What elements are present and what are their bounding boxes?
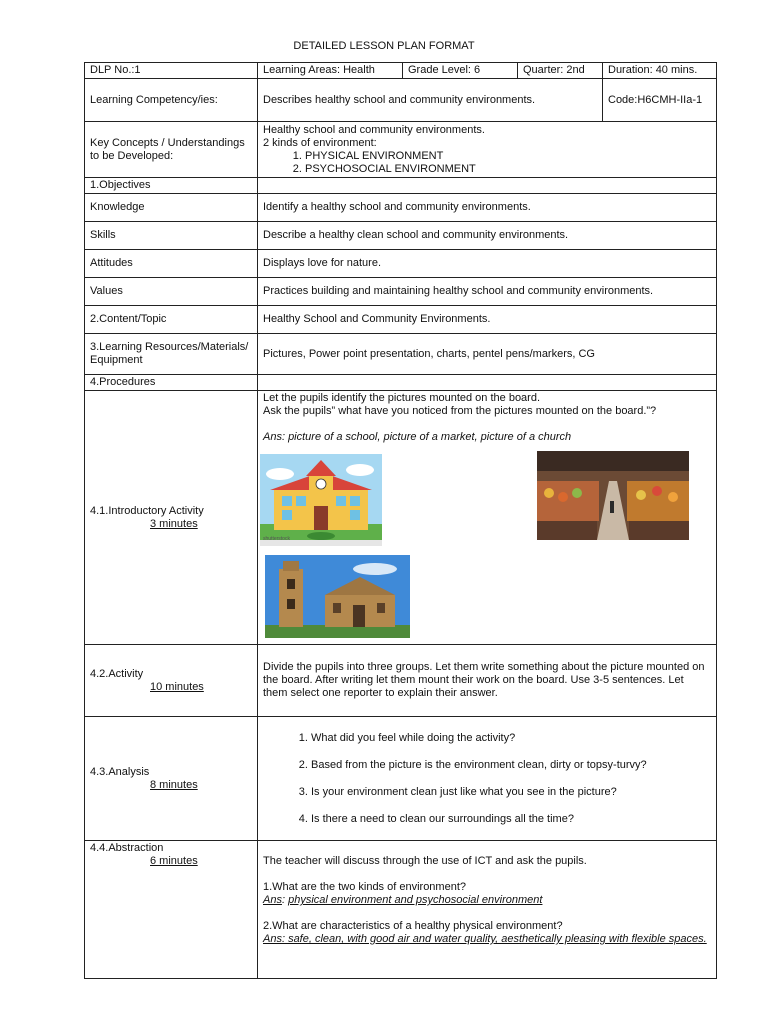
concepts-cell [258,122,717,178]
quarter: Quarter: 2nd [518,63,603,79]
analysis-question: 4. Is there a need to clean our surroundings all the time? [311,813,711,826]
knowledge-text: Identify a healthy school and community environments. [258,194,717,222]
concepts-line1: Healthy school and community environments. [263,123,485,136]
analysis-content [258,717,717,841]
abstraction-a2: Ans: safe, clean, with good air and water quality, aesthetically pleasing with flexible spaces. [263,933,707,945]
dlp-number: DLP No.:1 [85,63,258,79]
competency-text: Describes healthy school and community environments. [258,79,603,122]
analysis-question: 1. What did you feel while doing the activity? [311,732,711,745]
competency-code: Code:H6CMH-IIa-1 [603,79,717,122]
concepts-line2: 2 kinds of environment: [263,136,377,149]
attitudes-label: Attitudes [85,250,258,278]
abstraction-a1-text: physical environment and psychosocial environment [288,894,543,906]
abstraction-q1: 1.What are the two kinds of environment? [263,881,466,893]
intro-line2: Ask the pupils” what have you noticed from the pictures mounted on the board.”? [263,405,657,417]
activity-time: 10 minutes [150,680,204,693]
resources-text: Pictures, Power point presentation, charts, pentel pens/markers, CG [258,334,717,375]
competency-row [85,79,717,122]
lesson-plan-table [84,62,717,979]
market-picture [537,451,689,540]
procedures-label: 4.Procedures [85,375,258,391]
concept-item: 1. PHYSICAL ENVIRONMENT [305,150,711,163]
learning-area: Learning Areas: Health [258,63,403,79]
concept-item: 2. PSYCHOSOCIAL ENVIRONMENT [305,163,711,176]
abstraction-a1: Ans: physical environment and psychosocial environment [263,894,543,906]
concepts-label: Key Concepts / Understandings to be Developed: [85,122,258,178]
activity-text: Divide the pupils into three groups. Let them write something about the picture mounted on the board. After writing let them mount their work on the board. Use 3-5 sentences. Let them select one reporter to explain their answer. [258,645,717,717]
content-label: 2.Content/Topic [85,306,258,334]
content-text: Healthy School and Community Environments. [258,306,717,334]
procedures-blank [258,375,717,391]
knowledge-row [85,194,717,222]
abstraction-time: 6 minutes [150,855,198,867]
church-illustration [265,555,410,638]
values-text: Practices building and maintaining healthy school and community environments. [258,278,717,306]
activity-label-cell [85,645,258,717]
duration: Duration: 40 mins. [603,63,717,79]
skills-text: Describe a healthy clean school and community environments. [258,222,717,250]
abstraction-label-cell [85,841,258,979]
abstraction-content [258,841,717,979]
intro-line1: Let the pupils identify the pictures mounted on the board. [263,392,541,404]
content-row [85,306,717,334]
resources-label: 3.Learning Resources/Materials/Equipment [85,334,258,375]
abstraction-line1: The teacher will discuss through the use of ICT and ask the pupils. [263,855,587,867]
objectives-header-row [85,178,717,194]
intro-content [258,391,717,645]
concepts-list [263,150,711,176]
abstraction-q2: 2.What are characteristics of a healthy physical environment? [263,920,563,932]
intro-pictures [263,451,711,641]
knowledge-label: Knowledge [85,194,258,222]
analysis-question: 2. Based from the picture is the environment clean, dirty or topsy-turvy? [311,759,711,772]
abstraction-a1-prefix: Ans [263,894,282,906]
market-illustration [537,451,689,540]
school-picture [260,454,382,546]
analysis-label: 4.3.Analysis [90,765,150,778]
skills-label: Skills [85,222,258,250]
analysis-label-cell [85,717,258,841]
intro-answer: Ans: picture of a school, picture of a market, picture of a church [263,431,572,443]
document-title: DETAILED LESSON PLAN FORMAT [293,40,475,52]
activity-row [85,645,717,717]
intro-time: 3 minutes [150,517,198,530]
competency-label: Learning Competency/ies: [85,79,258,122]
analysis-row [85,717,717,841]
resources-row [85,334,717,375]
abstraction-row [85,841,717,979]
header-row [85,63,717,79]
objectives-blank [258,178,717,194]
grade-level: Grade Level: 6 [403,63,518,79]
values-label: Values [85,278,258,306]
objectives-label: 1.Objectives [85,178,258,194]
concepts-row [85,122,717,178]
analysis-time: 8 minutes [150,778,198,791]
analysis-question: 3. Is your environment clean just like what you see in the picture? [311,786,711,799]
intro-row [85,391,717,645]
church-picture [265,555,410,638]
intro-label-cell [85,391,258,645]
intro-label: 4.1.Introductory Activity [90,504,204,517]
attitudes-row [85,250,717,278]
analysis-questions [263,732,711,826]
attitudes-text: Displays love for nature. [258,250,717,278]
procedures-header-row [85,375,717,391]
abstraction-label: 4.4.Abstraction [90,842,164,854]
skills-row [85,222,717,250]
watermark-text: shutterstock [263,536,290,542]
activity-label: 4.2.Activity [90,667,144,680]
values-row [85,278,717,306]
